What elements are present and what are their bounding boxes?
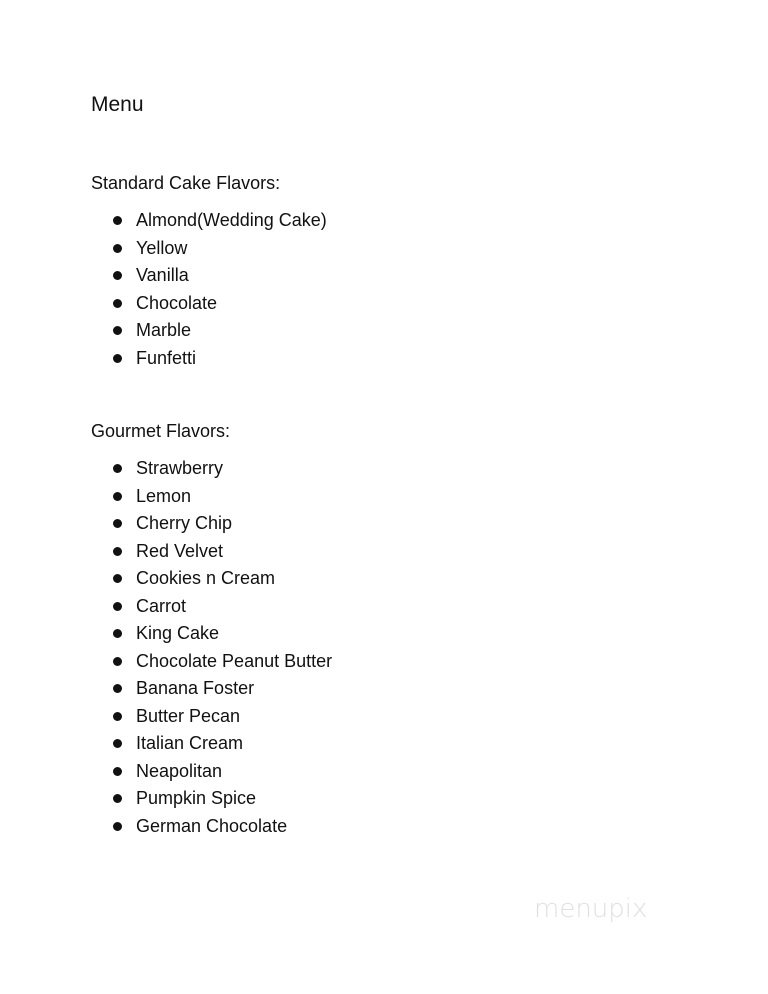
bullet-icon	[113, 492, 122, 501]
standard-flavors-heading: Standard Cake Flavors:	[91, 173, 281, 193]
list-item	[112, 511, 332, 539]
flavor-label: Neapolitan	[136, 760, 223, 781]
bullet-icon	[113, 794, 122, 803]
flavor-label: Chocolate Peanut Butter	[136, 650, 333, 671]
list-item	[112, 676, 332, 704]
list-item	[112, 814, 332, 842]
list-item	[112, 594, 332, 622]
flavor-label: Cherry Chip	[136, 513, 233, 533]
list-item	[112, 346, 327, 374]
menupix-logo: menupix	[534, 894, 648, 924]
bullet-icon	[113, 271, 122, 280]
standard-flavors-list	[112, 208, 327, 373]
flavor-label: Italian Cream	[136, 733, 244, 753]
bullet-icon	[113, 464, 122, 473]
flavor-label: German Chocolate	[136, 815, 288, 836]
list-item	[112, 263, 327, 291]
list-item	[112, 484, 332, 512]
flavor-label: Yellow	[136, 237, 188, 258]
list-item	[112, 649, 332, 677]
bullet-icon	[113, 244, 122, 253]
bullet-icon	[113, 739, 122, 748]
flavor-label: Carrot	[136, 595, 187, 616]
list-item	[112, 318, 327, 346]
list-item	[112, 539, 332, 567]
flavor-label: Strawberry	[136, 458, 224, 478]
bullet-icon	[113, 354, 122, 363]
flavor-label: Red Velvet	[136, 540, 224, 561]
bullet-icon	[113, 767, 122, 776]
bullet-icon	[113, 629, 122, 638]
flavor-label: Almond(Wedding Cake)	[136, 210, 327, 230]
gourmet-flavors-list	[112, 456, 332, 841]
list-item	[112, 759, 332, 787]
bullet-icon	[113, 822, 122, 831]
flavor-label: Lemon	[136, 485, 192, 506]
flavor-label: Marble	[136, 320, 192, 340]
flavor-label: King Cake	[136, 623, 220, 643]
flavor-label: Funfetti	[136, 347, 197, 368]
flavor-label: Butter Pecan	[136, 705, 241, 726]
page-title: Menu	[91, 93, 144, 116]
list-item	[112, 731, 332, 759]
bullet-icon	[113, 657, 122, 666]
flavor-label: Chocolate	[136, 292, 218, 313]
bullet-icon	[113, 712, 122, 721]
list-item	[112, 786, 332, 814]
flavor-label: Vanilla	[136, 265, 189, 285]
list-item	[112, 236, 327, 264]
bullet-icon	[113, 547, 122, 556]
bullet-icon	[113, 574, 122, 583]
bullet-icon	[113, 216, 122, 225]
list-item	[112, 704, 332, 732]
list-item	[112, 208, 327, 236]
menupix-watermark	[528, 874, 688, 934]
flavor-label: Pumpkin Spice	[136, 788, 257, 808]
bullet-icon	[113, 326, 122, 335]
bullet-icon	[113, 519, 122, 528]
list-item	[112, 566, 332, 594]
flavor-label: Banana Foster	[136, 678, 255, 698]
gourmet-flavors-heading: Gourmet Flavors:	[91, 421, 231, 441]
flavor-label: Cookies n Cream	[136, 568, 276, 588]
list-item	[112, 621, 332, 649]
list-item	[112, 456, 332, 484]
bullet-icon	[113, 299, 122, 308]
bullet-icon	[113, 602, 122, 611]
list-item	[112, 291, 327, 319]
bullet-icon	[113, 684, 122, 693]
